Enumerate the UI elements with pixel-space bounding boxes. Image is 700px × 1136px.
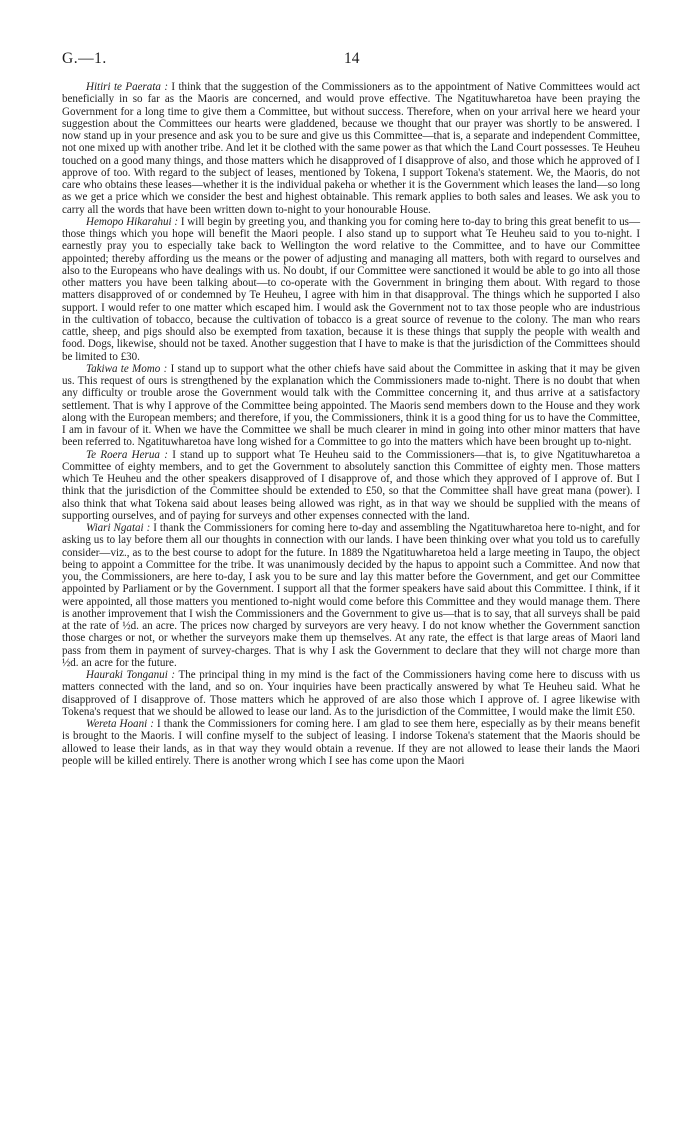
paragraph-text: I will begin by greeting you, and thanking you for coming here to-day to bring this great benefit to us—those things which you hope will benefit the Maori people. I also stand up to support what Te Heuheu said to you to-night. I earnestly pray you to especially take back to Wellington the word relative to the Committee, and to have our Committee appointed; thereby affording us the means or the power of adjusting and managing all matters, both with regard to ourselves and also to the Europeans who have dealings with us. No doubt, if our Committee were sanctioned it would be able to go into all those other matters you have been talking about—to co-operate with the Government in bringing them about. With regard to those matters disapproved of or condemned by Te Heuheu, I agree with him in that disapproval. The things which he supported I also support. I would refer to one matter which escaped him. I would ask the Government not to tax those people who are industrious in the cultivation of tobacco, because the cultivation of tobacco is a great source of revenue to the colony. The man who rears cattle, sheep, and pigs should also be exempted from taxation, because it is these things that supply the people with wealth and food. Dogs, likewise, should not be taxed. Another suggestion that I have to make is that the jurisdiction of the Committees should be limited to £30.	[62, 215, 641, 363]
speaker-name: Te Roera Herua :	[86, 448, 168, 461]
document-body	[62, 81, 640, 767]
paragraph-te-roera-herua	[62, 449, 640, 523]
paragraph-text: I stand up to support what the other chiefs have said about the Committee in asking that it may be given us. This request of ours is strengthened by the explanation which the Commissioners made to-night. There is no doubt that when any difficulty or trouble arose the Government would talk with the Committee concerning it, and thus arrive at a satisfactory settlement. That is why I approve of the Committee being appointed. The Maoris send members down to the House and they work along with the European members; and therefore, if you, the Commissioners, think it is a good thing for us to have the Committee, I am in favour of it. When we have the Committee we shall be much clearer in mind in going into other minor matters that have been referred to. Ngatituwharetoa have long wished for a Committee to go into the matters which have been brought up to-night.	[62, 362, 641, 449]
paragraph-text: I stand up to support what Te Heuheu said to the Commissioners—that is, to give Ngatituwharetoa a Committee of eighty members, and to get the Government to absolutely sanction this Committee of eighty men. Those matters which Te Heuheu and the other speakers disapproved of I disapprove of, and those which they approved of I approve of. But I think that the jurisdiction of the Committee should be extended to £50, so that the Committee shall have great mana (power). I also think that what Tokena said about leases being allowed was right, as in that way we should be supplied with the means of supporting ourselves, and of paying for surveys and other expenses connected with the land.	[62, 448, 640, 522]
paragraph-text: I thank the Commissioners for coming here. I am glad to see them here, especially as by their means benefit is brought to the Maoris. I will confine myself to the subject of leasing. I indorse Tokena's statement that the Maoris should be allowed to lease their lands, as in that way they would obtain a revenue. If they are not allowed to lease their lands the Maori people will be killed entirely. There is another wrong which I see has come upon the Maori	[62, 718, 640, 767]
paragraph-wiari-ngatai	[62, 522, 640, 669]
page-number: 14	[344, 50, 360, 67]
speaker-name: Hemopo Hikarahui :	[86, 215, 179, 228]
speaker-name: Hitiri te Paerata :	[86, 81, 168, 93]
page-header	[62, 50, 640, 72]
document-reference: G.—1.	[62, 50, 107, 67]
paragraph-wereta-hoani	[62, 718, 640, 767]
paragraph-hitiri-te-paerata	[62, 81, 640, 216]
speaker-name: Wiari Ngatai :	[86, 522, 151, 534]
paragraph-text: The principal thing in my mind is the fact of the Commissioners having come here to discuss with us matters connected with the land, and so on. Your inquiries have been practically answered by what Te Heuheu said. What he disapproved of I disapprove of. Those matters which he approved of are also those which I approve of. I agree likewise with Tokena's request that we should be allowed to lease our land. As to the jurisdiction of the Committee, I would make the limit £50.	[62, 669, 640, 718]
paragraph-takiwa-te-momo	[62, 363, 640, 449]
paragraph-text: I thank the Commissioners for coming here to-day and assembling the Ngatituwharetoa here to-night, and for asking us to lay before them all our thoughts in connection with our lands. I have been thinking over what you told us to carefully consider—viz., as to the best course to adopt for the future. In 1889 the Ngatituwharetoa held a large meeting in Taupo, the object being to appoint a Committee for the tribe. It was unanimously decided by the hapus to appoint such a Committee. And now that you, the Commissioners, are here to-day, I ask you to be sure and lay this matter before the Government, and get our Committee appointed by Parliament or by the Government. I support all that the former speakers have said about this Committee. I think, if it were appointed, all those matters you mentioned to-night would come before this Committee and they would manage them. There is another improvement that I wish the Commissioners and the Government to give us—that is to say, that all surveys shall be paid at the rate of ½d. an acre. The prices now charged by surveyors are very heavy. I do not know whether the Government sanction those charges or not, or whether the surveyors make them up themselves. At any rate, the effect is that large areas of Maori land pass from them in payment of survey-charges. That is why I ask the Government to declare that they will not charge more than ½d. an acre for the future.	[62, 522, 640, 669]
paragraph-text: I think that the suggestion of the Commissioners as to the appointment of Native Committees would act beneficially in so far as the Maoris are concerned, and would prove effective. The Ngatituwharetoa have been praying the Government for a long time to give them a Committee, but without success. Therefore, when on your arrival here we heard your suggestion about the Committees our hearts were gladdened, because we thought that our prayer was shortly to be answered. I now stand up in your presence and ask you to be sure and give us this Committee—that is, a separate and independent Committee, not one mixed up with another tribe. And let it be clothed with the same power as that which the Land Court possesses. Te Heuheu touched on a good many things, and those matters which he disapproved of I disapprove of also, and those which he approved of I approve of too. With regard to the subject of leases, mentioned by Tokena, I support Tokena's statement. We, the Maoris, do not care who obtains these leases—whether it is the individual pakeha or whether it is the Government which leases the land—so long as we get a price which we consider the best and highest obtainable. This remark applies to both sales and leases. We ask you to carry all the words that have been written down to-night to your honourable House.	[62, 81, 640, 216]
speaker-name: Takiwa te Momo :	[86, 362, 168, 375]
paragraph-hauraki-tonganui	[62, 669, 640, 718]
speaker-name: Hauraki Tonganui :	[86, 669, 176, 681]
speaker-name: Wereta Hoani :	[86, 718, 154, 730]
paragraph-hemopo-hikarahui	[62, 216, 640, 363]
